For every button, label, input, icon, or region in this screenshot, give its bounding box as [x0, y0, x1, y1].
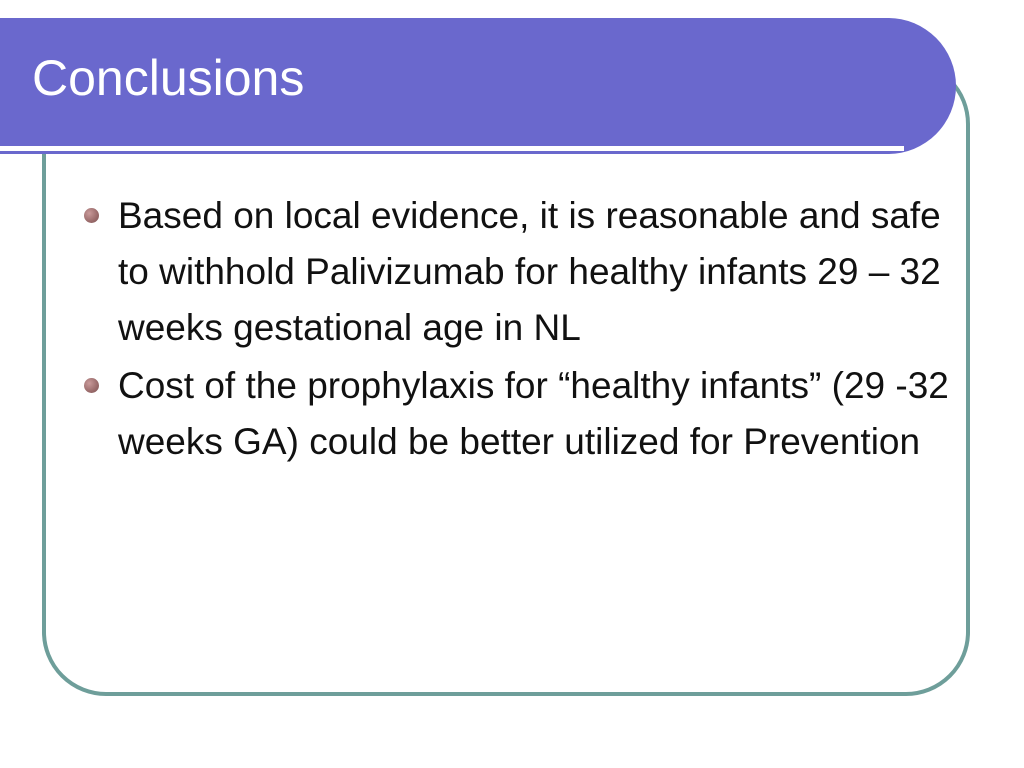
bullet-text: Based on local evidence, it is reasonable and safe to withhold Palivizumab for healthy infants 29 – 32 weeks gestational age in NL [118, 195, 941, 348]
bullet-text: Cost of the prophylaxis for “healthy infants” (29 -32 weeks GA) could be better utilized for Prevention [118, 365, 949, 462]
slide-title: Conclusions [32, 50, 305, 106]
bullet-list [84, 188, 964, 472]
bullet-dot-icon [84, 378, 99, 393]
bullet-dot-icon [84, 208, 99, 223]
bullet-item [84, 358, 964, 470]
bullet-item [84, 188, 964, 356]
title-underline [0, 146, 904, 151]
